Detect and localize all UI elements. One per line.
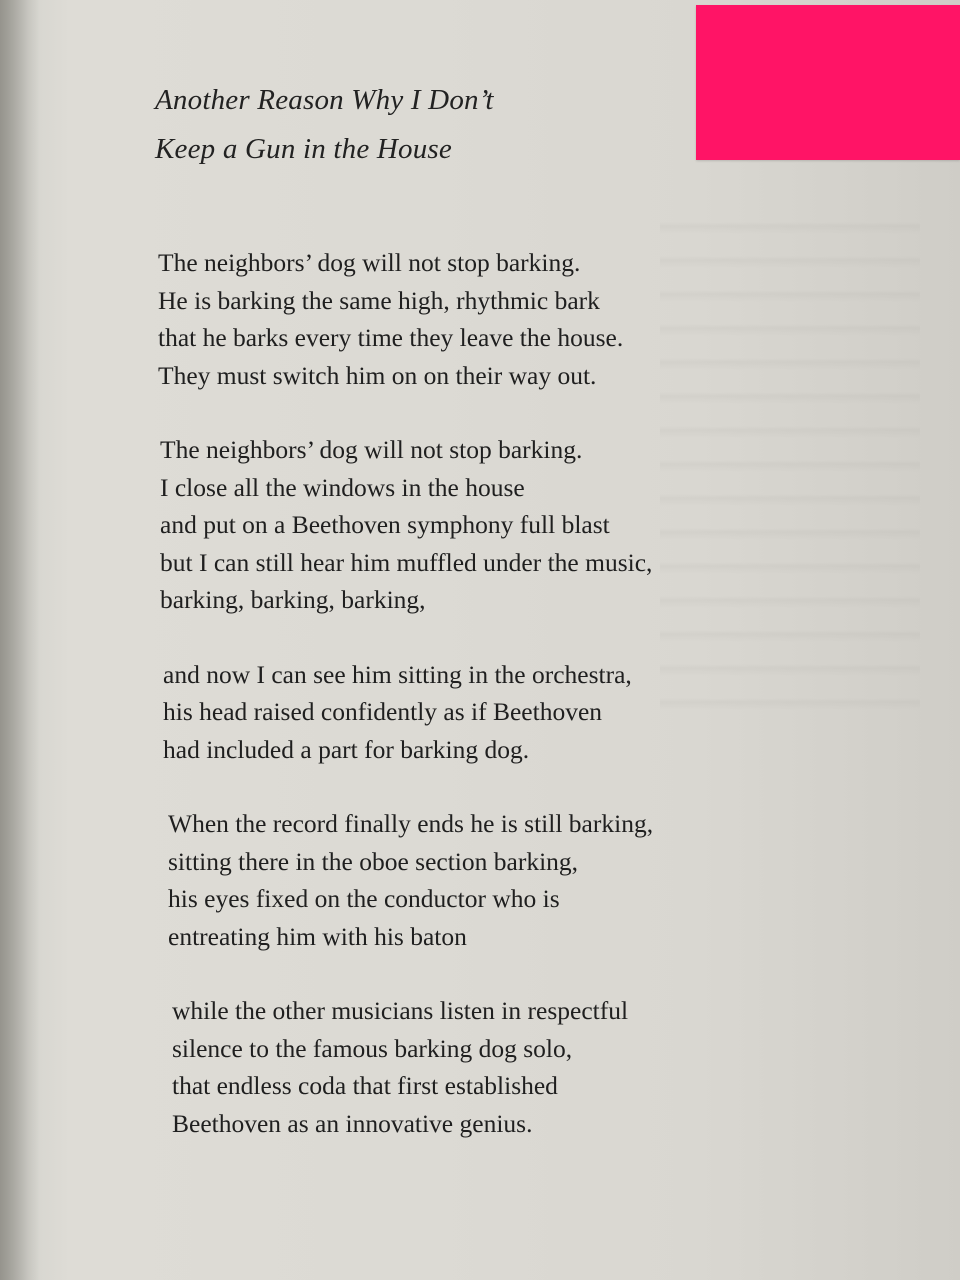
poem-title-line: Keep a Gun in the House [155,133,452,165]
stanza [163,656,778,769]
sticky-note [696,5,960,160]
poem-line: that he barks every time they leave the house. [158,323,624,352]
poem-line: barking, barking, barking, [160,585,426,614]
poem-line: I close all the windows in the house [160,472,525,502]
poem-line: while the other musicians listen in respectful [172,996,629,1025]
stanza [172,992,778,1142]
poem-line: silence to the famous barking dog solo, [172,1033,573,1063]
poem-line: When the record finally ends he is still barking, [168,809,654,838]
poem-line: They must switch him on on their way out. [158,360,597,390]
poem-body [158,244,778,1179]
stanza [158,244,778,394]
poem-line: Beethoven as an innovative genius. [172,1108,533,1138]
stanza [168,805,778,955]
poem-line: sitting there in the oboe section barking, [168,846,579,876]
poem-line: He is barking the same high, rhythmic bark [158,285,600,315]
poem-line: entreating him with his baton [168,921,467,951]
poem-line: that endless coda that first established [172,1071,558,1100]
poem-line: The neighbors’ dog will not stop barking. [158,248,581,277]
poem-line: his head raised confidently as if Beethoven [163,697,603,726]
poem-title [155,76,675,174]
poem-line: had included a part for barking dog. [163,734,530,764]
stanza [160,431,778,619]
poem-line: but I can still hear him muffled under the music, [160,547,653,577]
poem-line: his eyes fixed on the conductor who is [168,884,560,913]
poem-line: The neighbors’ dog will not stop barking. [160,435,583,464]
poem-title-line: Another Reason Why I Don’t [155,84,494,116]
poem-line: and now I can see him sitting in the orchestra, [163,659,632,689]
poem-line: and put on a Beethoven symphony full blast [160,510,610,539]
